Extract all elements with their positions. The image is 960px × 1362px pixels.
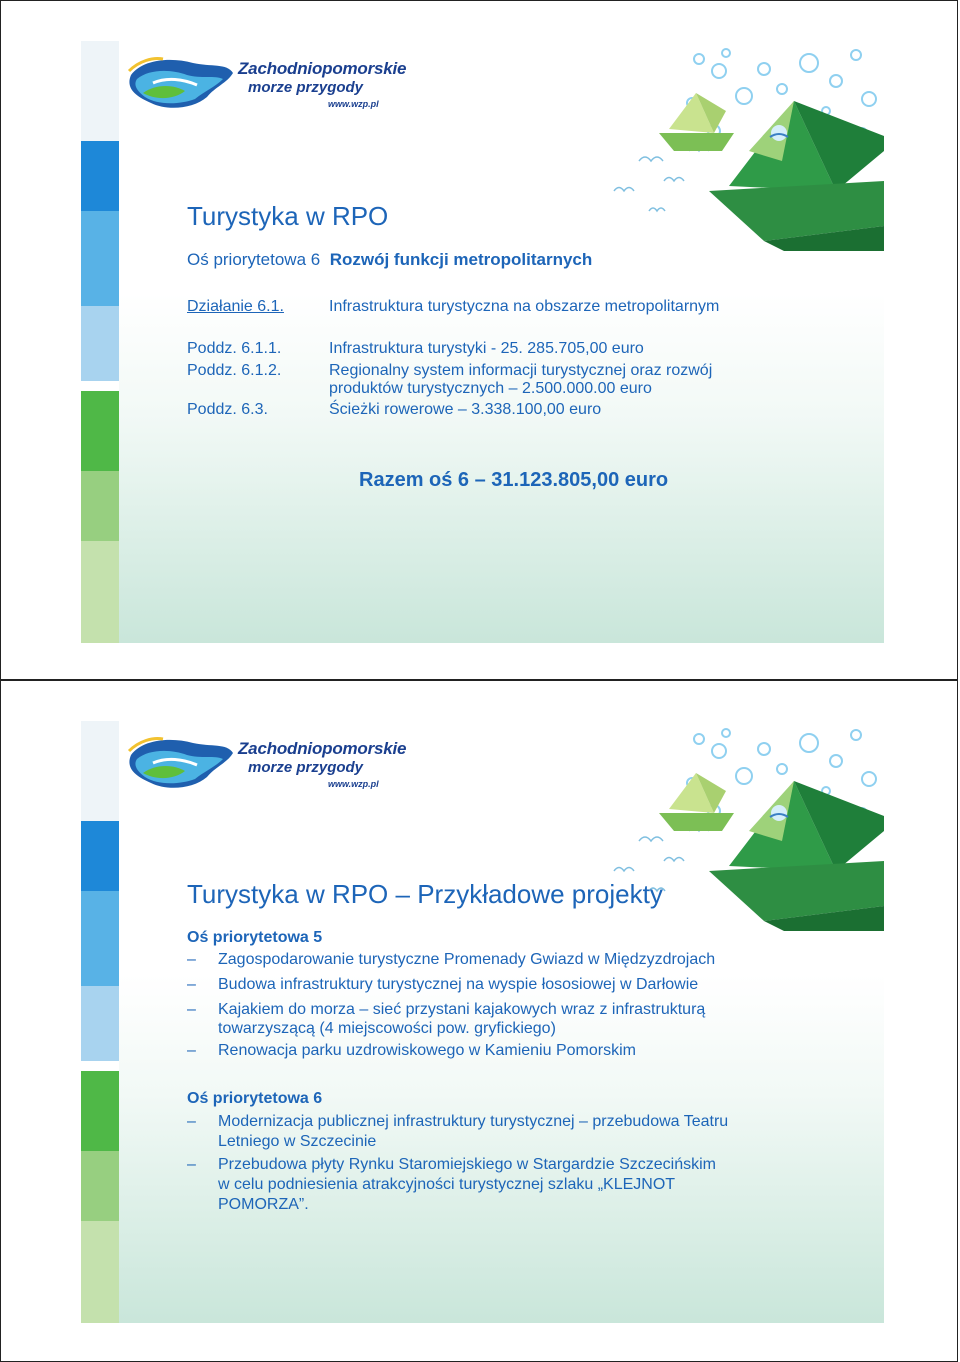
stripe-decoration [81, 306, 119, 381]
stripe-decoration [81, 1221, 119, 1323]
page-1 [0, 0, 958, 680]
logo-url: www.wzp.pl [328, 779, 379, 789]
logo-title: Zachodniopomorskie [238, 59, 407, 78]
page-2 [0, 680, 958, 1362]
action-text: Infrastruktura turystyczna na obszarze metropolitarnym [329, 298, 720, 315]
logo-url: www.wzp.pl [328, 99, 379, 109]
slide-title: Turystyka w RPO – Przykładowe projekty [187, 879, 663, 909]
project-item-cont: POMORZA”. [218, 1196, 309, 1213]
subaction-code: Poddz. 6.1.1. [187, 340, 282, 357]
project-item-cont: w celu podniesienia atrakcyjności turystycznej szlaku „KLEJNOT [218, 1176, 676, 1193]
stripe-decoration [81, 211, 119, 306]
axis-prefix: Oś priorytetowa 6 [187, 250, 321, 269]
project-item-cont: Letniego w Szczecinie [218, 1133, 377, 1150]
slide-2 [81, 721, 884, 1323]
project-item: Zagospodarowanie turystyczne Promenady Gwiazd w Międzyzdrojach [218, 951, 716, 968]
subaction-text: Regionalny system informacji turystycznej oraz rozwój [329, 362, 713, 379]
logo-map-icon [123, 733, 235, 793]
project-item: Modernizacja publicznej infrastruktury turystycznej – przebudowa Teatru [218, 1113, 729, 1130]
stripe-decoration [81, 1071, 119, 1151]
subaction-text: Ścieżki rowerowe – 3.338.100,00 euro [329, 401, 602, 418]
slide-title: Turystyka w RPO [187, 201, 389, 231]
axis-name: Rozwój funkcji metropolitarnych [329, 250, 593, 269]
stripe-decoration [81, 891, 119, 986]
bullet-dash: – [187, 1042, 196, 1059]
total-amount: Razem oś 6 – 31.123.805,00 euro [359, 469, 669, 491]
logo-subtitle: morze przygody [248, 759, 364, 776]
stripe-decoration [81, 541, 119, 643]
project-item: Renowacja parku uzdrowiskowego w Kamieniu Pomorskim [218, 1042, 636, 1059]
subaction-code: Poddz. 6.3. [187, 401, 268, 418]
stripe-decoration [81, 821, 119, 891]
project-item: Kajakiem do morza – sieć przystani kajakowych wraz z infrastrukturą [218, 1001, 706, 1018]
logo [123, 727, 407, 807]
axis-label [187, 250, 592, 270]
stripe-decoration [81, 471, 119, 541]
logo-map-icon [123, 53, 235, 113]
subaction-text-cont: produktów turystycznych – 2.500.000.00 euro [329, 380, 652, 397]
project-item-cont: towarzyszącą (4 miejscowości pow. gryfickiego) [218, 1020, 556, 1037]
project-item: Przebudowa płyty Rynku Staromiejskiego w Stargardzie Szczecińskim [218, 1156, 716, 1173]
logo-subtitle: morze przygody [248, 79, 364, 96]
logo-title: Zachodniopomorskie [238, 739, 407, 758]
slide-1 [81, 41, 884, 643]
bullet-dash: – [187, 951, 196, 968]
stripe-decoration [81, 391, 119, 471]
bullet-dash: – [187, 976, 196, 993]
axis-heading: Oś priorytetowa 6 [187, 1090, 323, 1107]
bullet-dash: – [187, 1156, 196, 1173]
stripe-decoration [81, 141, 119, 211]
bullet-dash: – [187, 1001, 196, 1018]
stripe-decoration [81, 1151, 119, 1221]
project-item: Budowa infrastruktury turystycznej na wyspie łososiowej w Darłowie [218, 976, 699, 993]
logo [123, 47, 407, 127]
subaction-text: Infrastruktura turystyki - 25. 285.705,00 euro [329, 340, 644, 357]
axis-heading: Oś priorytetowa 5 [187, 929, 323, 946]
stripe-decoration [81, 986, 119, 1061]
paper-boats-illustration [464, 41, 884, 251]
action-code: Działanie 6.1. [187, 298, 284, 315]
subaction-code: Poddz. 6.1.2. [187, 362, 282, 379]
bullet-dash: – [187, 1113, 196, 1130]
